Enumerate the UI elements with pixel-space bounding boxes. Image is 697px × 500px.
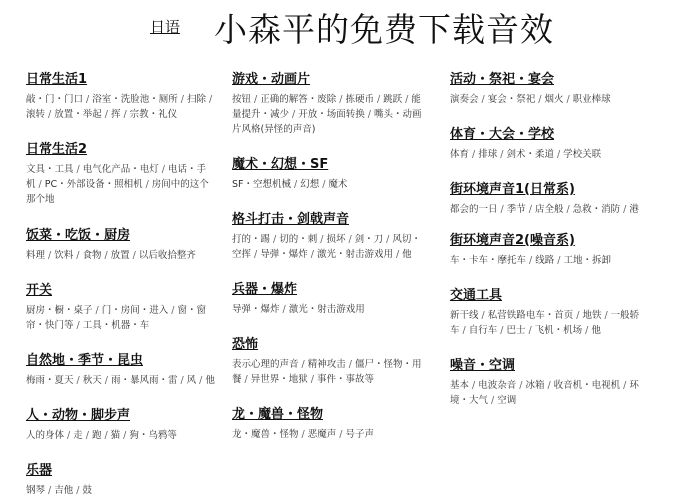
- subcategory-link[interactable]: 工具・机器・车: [82, 320, 150, 331]
- separator: /: [104, 430, 108, 441]
- subcategory-link[interactable]: 放置・举起: [54, 109, 102, 120]
- category-block: [450, 123, 650, 162]
- subcategory-link[interactable]: 吉他: [54, 485, 74, 496]
- subcategory-link[interactable]: 能量提升・减少: [232, 94, 421, 120]
- subcategory-link[interactable]: 切的・刺: [279, 234, 318, 245]
- subcategory-link[interactable]: 跑: [91, 430, 102, 441]
- subcategory-link[interactable]: 精神攻击: [307, 359, 346, 370]
- subcategory-link[interactable]: 冰箱: [525, 380, 545, 391]
- subcategory-link[interactable]: 厨房・橱・桌子: [26, 305, 93, 316]
- subcategory-link[interactable]: PC・外部设备・照相机: [44, 179, 143, 190]
- subcategory-link[interactable]: 拣硬币: [345, 94, 374, 105]
- separator: /: [481, 310, 485, 321]
- category-block: [450, 178, 650, 217]
- subcategory-list: [26, 162, 216, 207]
- subcategory-list: [232, 357, 430, 387]
- subcategory-link[interactable]: 港: [629, 204, 639, 215]
- subcategory-link[interactable]: 扫除: [186, 94, 206, 105]
- subcategory-link[interactable]: 自行车: [468, 325, 498, 336]
- category-column-3: [450, 68, 650, 408]
- separator: /: [38, 179, 42, 190]
- subcategory-link[interactable]: 僵尸・怪物・用餐: [232, 359, 422, 385]
- subcategory-list: [26, 92, 216, 122]
- subcategory-list: [450, 378, 650, 408]
- subcategory-link[interactable]: 表示心理的声音: [232, 359, 299, 370]
- category-block: [450, 354, 650, 408]
- subcategory-link[interactable]: 损坏: [326, 234, 346, 245]
- subcategory-link[interactable]: 宴会・祭祀: [487, 94, 536, 105]
- category-block: [232, 333, 430, 387]
- separator: /: [500, 204, 504, 215]
- separator: /: [48, 485, 52, 496]
- japanese-language-link[interactable]: 日语: [150, 18, 181, 36]
- separator: /: [132, 250, 136, 261]
- category-title-link[interactable]: 交通工具: [450, 288, 503, 303]
- subcategory-link[interactable]: 电话・手机: [26, 164, 206, 190]
- separator: /: [500, 325, 504, 336]
- subcategory-link[interactable]: 电气化产品・电灯: [82, 164, 159, 175]
- subcategory-list: [232, 232, 430, 262]
- category-block: [26, 349, 216, 388]
- subcategory-link[interactable]: 狗・乌鸦等: [129, 430, 177, 441]
- separator: /: [180, 94, 184, 105]
- separator: /: [623, 380, 627, 391]
- separator: /: [273, 234, 277, 245]
- separator: /: [76, 164, 80, 175]
- category-title-link[interactable]: 兵器・爆炸: [232, 282, 298, 297]
- separator: /: [86, 94, 90, 105]
- separator: /: [491, 395, 495, 406]
- separator: /: [566, 94, 570, 105]
- subcategory-link[interactable]: 房间中的这个那个地: [26, 179, 209, 205]
- separator: /: [585, 325, 589, 336]
- separator: /: [301, 429, 305, 440]
- category-title-link[interactable]: 活动・祭祀・宴会: [450, 72, 555, 87]
- subcategory-list: [232, 427, 430, 442]
- separator: /: [367, 109, 371, 120]
- category-block: [450, 229, 650, 268]
- subcategory-link[interactable]: 窗・窗帘・快门等: [26, 305, 206, 331]
- subcategory-link[interactable]: 事件・事故等: [316, 374, 374, 385]
- separator: /: [76, 485, 80, 496]
- subcategory-link[interactable]: 环境・大气: [450, 380, 639, 406]
- separator: /: [462, 325, 466, 336]
- category-title-link[interactable]: 龙・魔兽・怪物: [232, 407, 324, 422]
- subcategory-link[interactable]: 钢琴: [26, 485, 46, 496]
- subcategory-link[interactable]: 收音机・电视机: [553, 380, 621, 391]
- category-title-row: [26, 279, 216, 303]
- separator: /: [547, 380, 551, 391]
- subcategory-list: [26, 303, 216, 333]
- category-block: [26, 138, 216, 207]
- header: [0, 4, 697, 48]
- separator: /: [348, 234, 352, 245]
- subcategory-link[interactable]: 剑・刀: [354, 234, 384, 245]
- category-block: [232, 153, 430, 192]
- category-block: [450, 68, 650, 107]
- category-title-row: [450, 178, 650, 202]
- subcategory-link[interactable]: 巴士: [506, 325, 526, 336]
- subcategory-link[interactable]: 排球: [478, 149, 498, 160]
- subcategory-link[interactable]: 魔术: [328, 179, 348, 190]
- subcategory-link[interactable]: 风: [186, 375, 197, 386]
- category-block: [26, 224, 216, 263]
- category-title-row: [450, 123, 650, 147]
- separator: /: [529, 255, 533, 266]
- category-title-row: [26, 459, 216, 483]
- separator: /: [376, 94, 381, 105]
- subcategory-link[interactable]: 店全般: [534, 204, 564, 215]
- subcategory-link[interactable]: 激光・射击游戏用: [316, 249, 393, 260]
- separator: /: [566, 204, 570, 215]
- subcategory-link[interactable]: 学校关联: [563, 149, 602, 160]
- separator: /: [481, 94, 485, 105]
- subcategory-link[interactable]: 导弹・爆炸: [232, 304, 280, 315]
- subcategory-link[interactable]: 新干线: [450, 310, 479, 321]
- subcategory-link[interactable]: 猫: [110, 430, 121, 441]
- separator: /: [161, 164, 165, 175]
- page-title: 小森平的免费下载音效: [214, 10, 554, 49]
- category-title-link[interactable]: 街环境声音1(日常系): [450, 182, 575, 197]
- category-title-link[interactable]: 乐器: [26, 463, 53, 478]
- separator: /: [67, 430, 71, 441]
- subcategory-link[interactable]: 空调: [497, 395, 517, 406]
- subcategory-link[interactable]: 异世界・地狱: [250, 374, 308, 385]
- separator: /: [171, 305, 175, 316]
- category-block: [232, 68, 430, 137]
- separator: /: [292, 109, 296, 120]
- subcategory-list: [232, 302, 430, 317]
- separator: /: [472, 149, 476, 160]
- category-title-row: [450, 229, 650, 253]
- subcategory-link[interactable]: 电波杂音: [478, 380, 517, 391]
- category-block: [450, 284, 650, 338]
- category-block: [232, 278, 430, 317]
- subcategory-link[interactable]: 打的・踢: [232, 234, 271, 245]
- separator: /: [104, 109, 108, 120]
- subcategory-link[interactable]: 浴室・洗脸池・厕所: [92, 94, 178, 105]
- subcategory-link[interactable]: 滚转: [26, 109, 46, 120]
- subcategory-link[interactable]: 文具・工具: [26, 164, 74, 175]
- subcategory-link[interactable]: 以后收拾整齐: [138, 250, 196, 261]
- separator: /: [623, 204, 627, 215]
- subcategory-list: [450, 308, 650, 338]
- separator: /: [405, 94, 409, 105]
- subcategory-link[interactable]: 料理: [26, 250, 46, 261]
- separator: /: [301, 359, 305, 370]
- separator: /: [145, 179, 149, 190]
- subcategory-list: [232, 177, 430, 192]
- separator: /: [528, 204, 532, 215]
- subcategory-link[interactable]: 基本: [450, 380, 470, 391]
- separator: /: [244, 374, 248, 385]
- separator: /: [339, 94, 343, 105]
- subcategory-link[interactable]: 职业棒球: [572, 94, 611, 105]
- separator: /: [180, 375, 184, 386]
- category-column-1: [26, 68, 216, 498]
- category-title-row: [26, 404, 216, 428]
- subcategory-link[interactable]: 嘴头・动画片风格(异怪的声音): [232, 109, 422, 135]
- subcategory-list: [450, 253, 650, 268]
- subcategory-link[interactable]: 剑术・柔道: [506, 149, 554, 160]
- subcategory-link[interactable]: 门・房间・进入: [101, 305, 169, 316]
- category-title-row: [232, 278, 430, 302]
- subcategory-link[interactable]: 风切・空挥: [232, 234, 421, 260]
- separator: /: [604, 310, 608, 321]
- subcategory-link[interactable]: 梅雨・夏天: [26, 375, 74, 386]
- separator: /: [76, 375, 80, 386]
- category-title-link[interactable]: 格斗打击・剑戟声音: [232, 212, 350, 227]
- separator: /: [48, 250, 52, 261]
- category-title-link[interactable]: 魔术・幻想・SF: [232, 157, 329, 172]
- subcategory-link[interactable]: 急救・消防: [572, 204, 621, 215]
- category-title-row: [232, 153, 430, 177]
- category-block: [232, 208, 430, 262]
- category-block: [232, 403, 430, 442]
- category-block: [26, 68, 216, 122]
- subcategory-link[interactable]: 都会的一日: [450, 204, 498, 215]
- separator: /: [294, 179, 298, 190]
- separator: /: [85, 430, 89, 441]
- category-title-link[interactable]: 噪音・空调: [450, 358, 516, 373]
- separator: /: [386, 234, 390, 245]
- category-title-link[interactable]: 饭菜・吃饭・厨房: [26, 228, 131, 243]
- subcategory-link[interactable]: 正确的解答・废除: [260, 94, 337, 105]
- subcategory-link[interactable]: 他: [205, 375, 215, 386]
- separator: /: [556, 149, 561, 160]
- subcategory-link[interactable]: 宗教・礼仪: [129, 109, 178, 120]
- subcategory-link[interactable]: 他: [591, 325, 601, 336]
- separator: /: [557, 255, 561, 266]
- separator: /: [199, 375, 203, 386]
- subcategory-link[interactable]: 工地・拆卸: [563, 255, 611, 266]
- subcategory-link[interactable]: 龙・魔兽・怪物: [232, 429, 299, 440]
- subcategory-link[interactable]: 季节: [506, 204, 526, 215]
- subcategory-link[interactable]: 体育: [450, 149, 470, 160]
- category-title-link[interactable]: 游戏・动画片: [232, 72, 311, 87]
- separator: /: [76, 320, 80, 331]
- separator: /: [339, 429, 343, 440]
- subcategory-list: [26, 483, 216, 498]
- category-title-row: [450, 68, 650, 92]
- category-title-row: [232, 208, 430, 232]
- subcategory-link[interactable]: 挥: [110, 109, 121, 120]
- separator: /: [500, 149, 504, 160]
- subcategory-list: [26, 248, 216, 263]
- subcategory-link[interactable]: 地铁: [582, 310, 602, 321]
- category-title-row: [232, 333, 430, 357]
- subcategory-link[interactable]: 幻想: [300, 179, 320, 190]
- separator: /: [254, 249, 258, 260]
- subcategory-link[interactable]: 线路: [535, 255, 555, 266]
- subcategory-link[interactable]: 私营铁路电车・首页: [487, 310, 574, 321]
- subcategory-list: [26, 428, 216, 443]
- separator: /: [104, 375, 108, 386]
- category-title-link[interactable]: 日常生活1: [26, 72, 88, 87]
- subcategory-link[interactable]: 恶魔声: [307, 429, 337, 440]
- subcategory-list: [450, 202, 650, 217]
- separator: /: [519, 380, 523, 391]
- subcategory-link[interactable]: 饮料: [54, 250, 74, 261]
- subcategory-link[interactable]: 秋天: [82, 375, 102, 386]
- separator: /: [95, 305, 99, 316]
- category-title-link[interactable]: 恐怖: [232, 337, 259, 352]
- category-title-link[interactable]: 街环境声音2(噪音系): [450, 233, 575, 248]
- subcategory-link[interactable]: 他: [402, 249, 412, 260]
- separator: /: [348, 359, 352, 370]
- separator: /: [123, 430, 127, 441]
- separator: /: [320, 234, 324, 245]
- category-title-row: [26, 138, 216, 162]
- subcategory-link[interactable]: 激光・射击游戏用: [288, 304, 365, 315]
- category-title-row: [450, 284, 650, 308]
- subcategory-list: [232, 92, 430, 137]
- separator: /: [310, 374, 314, 385]
- subcategory-list: [450, 147, 650, 162]
- subcategory-link[interactable]: 走: [73, 430, 83, 441]
- category-title-row: [26, 349, 216, 373]
- separator: /: [310, 249, 314, 260]
- category-title-row: [232, 403, 430, 427]
- separator: /: [322, 179, 326, 190]
- subcategory-list: [450, 92, 650, 107]
- category-block: [26, 279, 216, 333]
- subcategory-link[interactable]: SF・空想机械: [232, 179, 291, 190]
- separator: /: [104, 250, 108, 261]
- category-title-row: [232, 68, 430, 92]
- category-title-link[interactable]: 体育・大会・学校: [450, 127, 555, 142]
- separator: /: [472, 380, 476, 391]
- separator: /: [123, 109, 127, 120]
- subcategory-link[interactable]: 一般轿车: [450, 310, 640, 336]
- subcategory-link[interactable]: 食物: [82, 250, 102, 261]
- subcategory-list: [26, 373, 216, 388]
- subcategory-link[interactable]: 号子声: [345, 429, 374, 440]
- category-title-row: [450, 354, 650, 378]
- subcategory-link[interactable]: 跳跃: [383, 94, 403, 105]
- subcategory-link[interactable]: 演奏会: [450, 94, 479, 105]
- category-title-link[interactable]: 自然地・季节・昆虫: [26, 353, 144, 368]
- subcategory-link[interactable]: 烟火: [544, 94, 564, 105]
- separator: /: [528, 325, 532, 336]
- subcategory-link[interactable]: 导弹・爆炸: [260, 249, 308, 260]
- subcategory-link[interactable]: 飞机・机场: [534, 325, 583, 336]
- category-title-row: [26, 68, 216, 92]
- subcategory-link[interactable]: 敲・门・门口: [26, 94, 84, 105]
- subcategory-link[interactable]: 按钮: [232, 94, 252, 105]
- separator: /: [254, 94, 258, 105]
- subcategory-link[interactable]: 雨・暴风雨・雷: [110, 375, 178, 386]
- subcategory-link[interactable]: 开放・场面转换: [298, 109, 365, 120]
- separator: /: [395, 249, 400, 260]
- separator: /: [76, 250, 80, 261]
- category-block: [26, 404, 216, 443]
- separator: /: [282, 304, 286, 315]
- separator: /: [208, 94, 213, 105]
- category-title-link[interactable]: 日常生活2: [26, 142, 88, 157]
- separator: /: [576, 310, 580, 321]
- separator: /: [538, 94, 542, 105]
- subcategory-link[interactable]: 鼓: [82, 485, 92, 496]
- separator: /: [48, 109, 52, 120]
- subcategory-link[interactable]: 车・卡车・摩托车: [450, 255, 527, 266]
- category-title-row: [26, 224, 216, 248]
- subcategory-link[interactable]: 人的身体: [26, 430, 65, 441]
- category-column-2: [232, 68, 430, 442]
- category-title-link[interactable]: 人・动物・脚步声: [26, 408, 131, 423]
- category-block: [26, 459, 216, 498]
- category-title-link[interactable]: 开关: [26, 283, 53, 298]
- subcategory-link[interactable]: 放置: [110, 250, 130, 261]
